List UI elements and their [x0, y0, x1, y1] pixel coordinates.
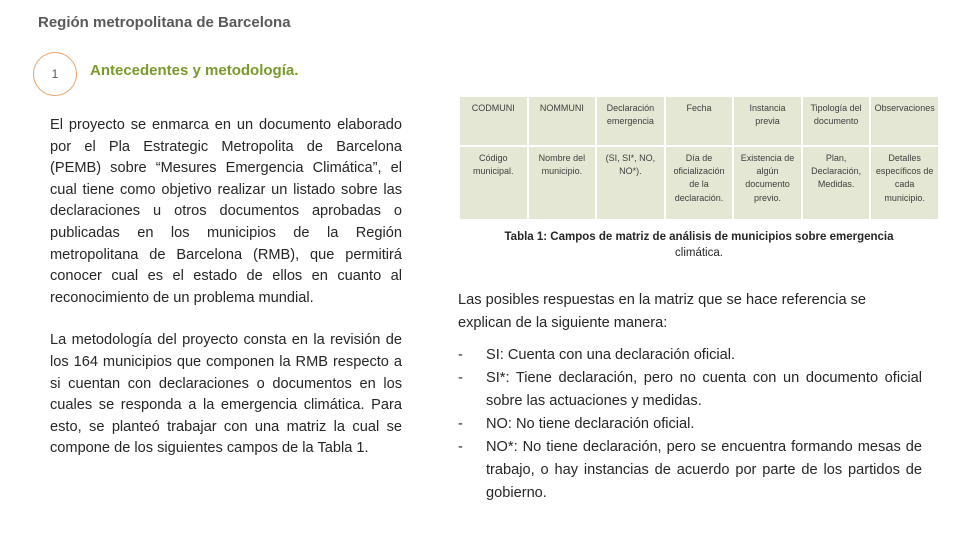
table-cell: (SI, SI*, NO, NO*).: [597, 147, 664, 219]
list-item: [458, 344, 922, 367]
project-context-paragraph: El proyecto se enmarca en un documento elaborado por el Pla Estrategic Metropolita de Barcelona (PEMB) sobre “Mesures Emergencia Climática”, el cual tiene como objetivo realizar un listado sobre las declaraciones u otros documentos aprobadas o publicadas en los municipios de la Región metropolitana de Barcelona (RMB), que permitirá conocer cual es el estado de ellos en cuanto al reconocimiento de un problema mundial.: [50, 117, 402, 306]
responses-list: [458, 344, 922, 505]
table-header-row: [460, 97, 938, 145]
response-text: SI: Cuenta con una declaración oficial.: [486, 347, 736, 363]
page-header-title: Región metropolitana de Barcelona: [38, 14, 291, 31]
list-item: [458, 436, 922, 505]
section-title: Antecedentes y metodología.: [90, 62, 299, 79]
table-cell: Nombre del municipio.: [529, 147, 596, 219]
analysis-matrix-table: [458, 95, 940, 221]
response-text: SI*: Tiene declaración, pero no cuenta con un documento oficial sobre las actuaciones y medidas.: [486, 370, 922, 409]
table-caption: [458, 229, 940, 261]
table-cell: Plan, Declaración, Medidas.: [803, 147, 870, 219]
response-text: NO*: No tiene declaración, pero se encuentra formando mesas de trabajo, o hay instancias de acuerdo por parte de los partidos de gobierno.: [486, 439, 922, 501]
list-item: [458, 413, 922, 436]
section-number: 1: [51, 67, 59, 81]
table-header-cell: Fecha: [666, 97, 733, 145]
responses-intro: Las posibles respuestas en la matriz que se hace referencia se explican de la siguiente manera:: [458, 292, 867, 331]
table-caption-title: Tabla 1: Campos de matriz de análisis de municipios sobre emergencia: [504, 231, 894, 243]
bullet-dash: -: [458, 347, 463, 363]
table-header-cell: Declaración emergencia: [597, 97, 664, 145]
table-header-cell: CODMUNI: [460, 97, 527, 145]
intro-text-column: [50, 115, 402, 460]
response-text: NO: No tiene declaración oficial.: [486, 416, 695, 432]
bullet-dash: -: [458, 370, 463, 386]
bullet-dash: -: [458, 416, 463, 432]
table-header-cell: NOMMUNI: [529, 97, 596, 145]
table-header-cell: Tipología del documento: [803, 97, 870, 145]
methodology-paragraph: La metodología del proyecto consta en la revisión de los 164 municipios que componen la RMB respecto a si cuentan con declaraciones o documentos en los cuales se responda a la emergencia climática. Para esto, se planteó trabajar con una matriz la cual se compone de los siguientes campos de la Tabla 1.: [50, 332, 402, 457]
bullet-dash: -: [458, 439, 463, 455]
table-row: [460, 147, 938, 219]
table-cell: Detalles específicos de cada municipio.: [871, 147, 938, 219]
table-caption-continuation: climática.: [675, 247, 723, 259]
list-item: [458, 367, 922, 413]
table-cell: Código municipal.: [460, 147, 527, 219]
table-header-cell: Observaciones: [871, 97, 938, 145]
table-cell: Existencia de algún documento previo.: [734, 147, 801, 219]
section-number-badge: [33, 52, 77, 96]
table-header-cell: Instancia previa: [734, 97, 801, 145]
table-cell: Día de oficialización de la declaración.: [666, 147, 733, 219]
